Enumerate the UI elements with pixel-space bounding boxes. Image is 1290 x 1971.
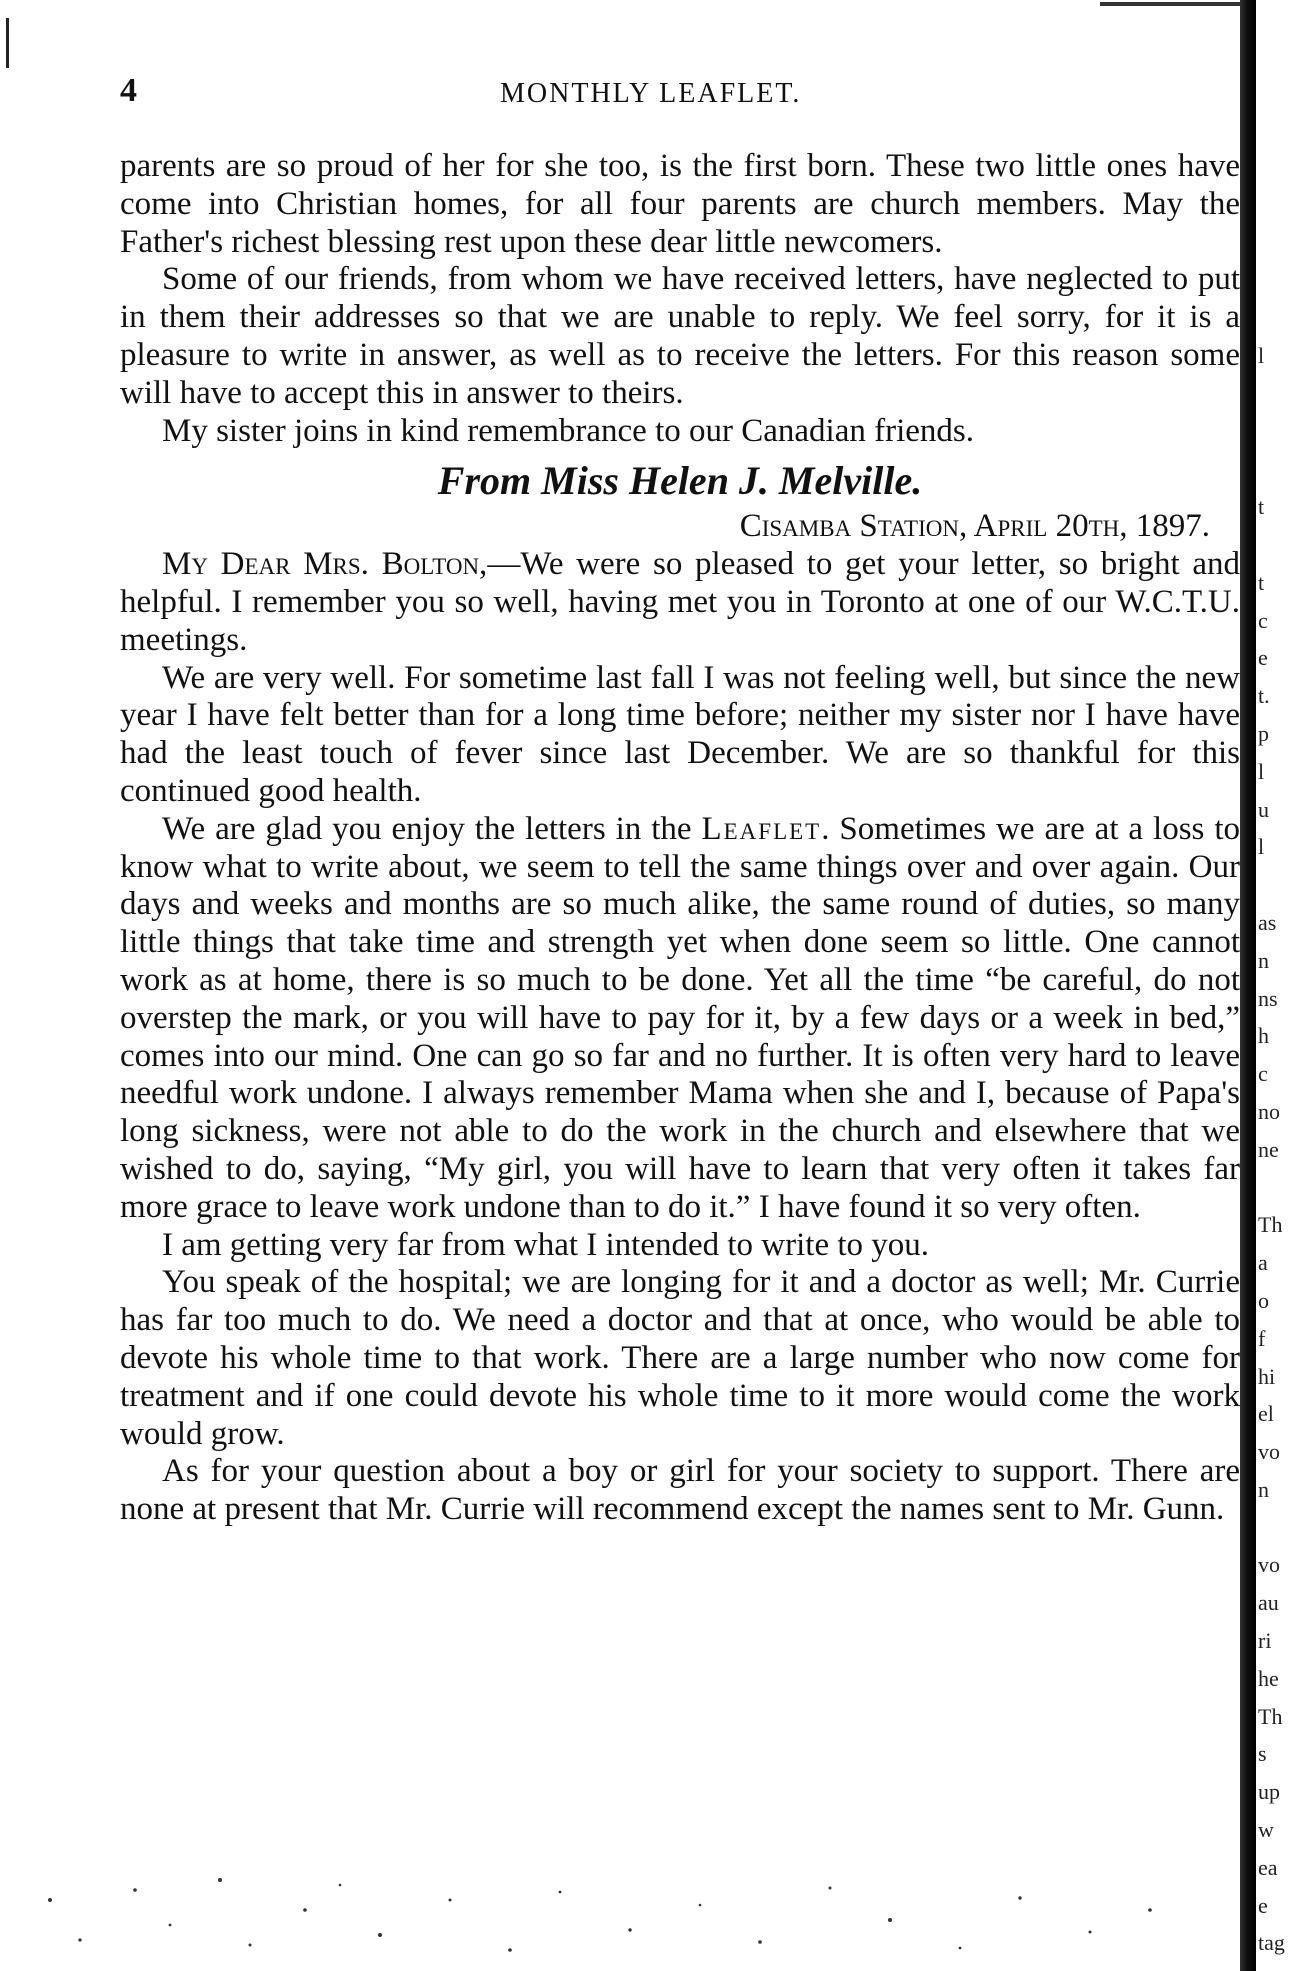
facing-page-fragment (1258, 1509, 1290, 1547)
facing-page-fragment: vo (1258, 1439, 1280, 1465)
article-body (120, 148, 1240, 1529)
letter-dateline: Cisamba Station, April 20th, 1897. (739, 508, 1210, 545)
paragraph-letters (120, 811, 1240, 1227)
facing-page-fragment: tag (1258, 1930, 1285, 1956)
page-header (120, 72, 1240, 112)
facing-page-fragment: h (1258, 1023, 1269, 1049)
facing-page-fragment: as (1258, 909, 1277, 935)
facing-page-fragment: ea (1258, 1854, 1278, 1880)
facing-page-fragment: ns (1258, 985, 1278, 1011)
paragraph-digression: I am getting very far from what I intended to write to you. (162, 1226, 930, 1263)
facing-page-fragment: t (1258, 569, 1265, 595)
facing-page-fragment (1258, 450, 1290, 488)
facing-page-fragment: au (1258, 1590, 1279, 1616)
facing-page-fragment (1258, 186, 1290, 224)
facing-page-fragment: a (1258, 1250, 1268, 1276)
paragraph-newcomers: parents are so proud of her for she too, is the first born. These two little ones have come into Christian homes, for all four parents are church members. May the Father's richest blessing rest upon these dear little newcomers. (120, 148, 1240, 260)
facing-page-fragment (1258, 224, 1290, 262)
facing-page-fragment (1258, 526, 1290, 564)
paragraph-society: As for your question about a boy or girl for your society to support. There are none at present that Mr. Currie will recommend except the names sent to Mr. Gunn. (120, 1453, 1240, 1528)
facing-page-fragment: w (1258, 1817, 1274, 1843)
facing-page-fragment: c (1258, 1061, 1268, 1087)
facing-page-fragments (1258, 148, 1290, 1962)
facing-page-fragment: l (1258, 342, 1265, 368)
facing-page-fragment: el (1258, 1401, 1274, 1427)
binding-mark (6, 18, 9, 68)
page-number: 4 (120, 72, 137, 109)
facing-page-fragment: f (1258, 1325, 1266, 1351)
facing-page-fragment: l (1258, 758, 1265, 784)
paragraph-addresses: Some of our friends, from whom we have received letters, have neglected to put in them their addresses so that we are unable to reply. We feel sorry, for it is a pleasure to write in answer, as well as to receive the letters. For this reason some will have to accept this in answer to theirs. (120, 261, 1240, 411)
facing-page-fragment: ne (1258, 1136, 1279, 1162)
letters-text-start: We are glad you enjoy the letters in the (162, 810, 702, 847)
facing-page-fragment (1258, 299, 1290, 337)
facing-page-fragment (1258, 375, 1290, 413)
facing-page-fragment (1258, 413, 1290, 451)
facing-page-fragment (1258, 148, 1290, 186)
facing-page-fragment: o (1258, 1287, 1269, 1313)
facing-page-fragment: n (1258, 947, 1269, 973)
paragraph-health: We are very well. For sometime last fall I was not feeling well, but since the new year I have felt better than for a long time before; neither my sister nor I have have had the least touch of fever since last December. We are so thankful for this continued good health. (120, 659, 1240, 809)
facing-page-fragment: he (1258, 1665, 1279, 1691)
binding-shadow (1240, 0, 1256, 1971)
facing-page-fragment: e (1258, 645, 1268, 671)
facing-page-fragment: s (1258, 1741, 1267, 1767)
facing-page-fragment: no (1258, 1098, 1280, 1124)
paragraph-salutation (120, 546, 1240, 659)
facing-page-fragment: vo (1258, 1552, 1280, 1578)
top-rule (1100, 2, 1260, 6)
facing-page-fragment: e (1258, 1892, 1268, 1918)
salutation: My Dear Mrs. Bolton, (162, 546, 488, 583)
salutation-text: —We were so pleased to get your letter, so bright and helpful. I remember you so well, having met you in Toronto at one of our W.C.T.U. meetings. (120, 546, 1240, 658)
facing-page-fragment (1258, 261, 1290, 299)
facing-page-fragment: u (1258, 796, 1269, 822)
facing-page-fragment: t (1258, 494, 1265, 520)
facing-page-fragment: t. (1258, 683, 1270, 709)
facing-page-fragment: p (1258, 720, 1269, 746)
paragraph-hospital: You speak of the hospital; we are longing for it and a doctor as well; Mr. Currie has far too much to do. We need a doctor and that at once, who would be able to devote his whole time to that work. There are a large number who now come for treatment and if one could devote his whole time to it more would come the work would grow. (120, 1264, 1240, 1452)
facing-page-fragment: hi (1258, 1363, 1276, 1389)
facing-page-fragment: n (1258, 1476, 1269, 1502)
facing-page-fragment: l (1258, 834, 1265, 860)
facing-page-fragment: Th (1258, 1703, 1283, 1729)
letters-text-rest: . Sometimes we are at a loss to know what to write about, we seem to tell the same things over and over again. Our days and weeks and months are so much alike, the same round of duties, so many little things that take time and strength yet when done seem so little. One cannot work as at home, there is so much to be done. Yet all the time “be careful, do not overstep the mark, or you will have to pay for it, by a few days or a week in bed,” comes into our mind. One can go so far and no further. It is often very hard to leave needful work undone. I always remember Mama when she and I, because of Papa's long sickness, were not able to do the work in the church and elsewhere that we wished to do, saying, “My girl, you will have to learn that very often it takes far more grace to leave work undone than to do it.” I have found it so very often. (120, 810, 1240, 1225)
print-specks (40, 1870, 1220, 1960)
letter-heading: From Miss Helen J. Melville. (437, 458, 923, 504)
facing-page-fragment: c (1258, 607, 1268, 633)
paragraph-remembrance: My sister joins in kind remembrance to our Canadian friends. (162, 412, 974, 449)
facing-page-fragment: ri (1258, 1628, 1272, 1654)
facing-page-fragment: up (1258, 1779, 1280, 1805)
facing-page-fragment (1258, 1169, 1290, 1207)
leaflet-word: Leaflet (701, 810, 822, 847)
facing-page-fragment (1258, 866, 1290, 904)
facing-page-fragment: Th (1258, 1212, 1283, 1238)
running-title: MONTHLY LEAFLET. (500, 78, 802, 109)
